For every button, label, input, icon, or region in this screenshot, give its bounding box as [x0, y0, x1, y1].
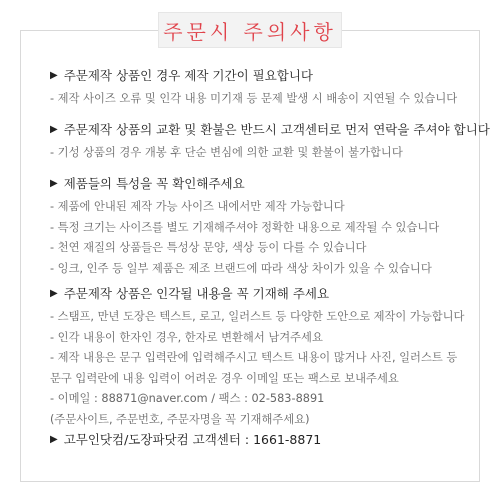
section-heading: 주문제작 상품의 교환 및 환불은 반드시 고객센터로 먼저 연락을 주셔야 합니다 [63, 122, 490, 137]
arrow-right-icon: ▶ [50, 177, 58, 189]
list-item: (주문사이트, 주문번호, 주문자명을 꼭 기재해주세요) [50, 412, 310, 426]
section-engraving-content [50, 284, 464, 430]
section-exchange-refund [50, 120, 490, 164]
section-production-period [50, 66, 457, 110]
section-product-characteristics [50, 174, 439, 279]
section-heading: 제품들의 특성을 꼭 확인해주세요 [63, 176, 245, 191]
section-customer-center [50, 430, 321, 448]
list-item: - 인각 내용이 한자인 경우, 한자로 변환해서 남겨주세요 [50, 330, 323, 344]
list-item: 문구 입력란에 내용 입력이 어려운 경우 이메일 또는 팩스로 보내주세요 [50, 371, 399, 385]
list-item: - 기성 상품의 경우 개봉 후 단순 변심에 의한 교환 및 환불이 불가합니다 [50, 146, 403, 159]
title-box [158, 12, 342, 48]
arrow-right-icon: ▶ [50, 69, 58, 81]
section-heading: 주문제작 상품인 경우 제작 기간이 필요합니다 [63, 68, 313, 83]
list-item: - 잉크, 인주 등 일부 제품은 제조 브랜드에 따라 색상 차이가 있을 수 있습니다 [50, 261, 432, 275]
list-item: - 특정 크기는 사이즈를 별도 기재해주셔야 정확한 내용으로 제작될 수 있습니다 [50, 220, 440, 234]
list-item: - 제작 사이즈 오류 및 인각 내용 미기재 등 문제 발생 시 배송이 지연될 수 있습니다 [50, 92, 458, 105]
arrow-right-icon: ▶ [50, 123, 58, 135]
list-item: - 이메일 : 88871@naver.com / 팩스 : 02-583-8891 [50, 392, 325, 405]
arrow-right-icon: ▶ [50, 433, 58, 445]
list-item: - 제품에 안내된 제작 가능 사이즈 내에서만 제작 가능합니다 [50, 200, 345, 213]
list-item: - 제작 내용은 문구 입력란에 입력해주시고 텍스트 내용이 많거나 사진, 일러스트 등 [50, 351, 458, 364]
section-heading: 주문제작 상품은 인각될 내용을 꼭 기재해 주세요 [63, 286, 330, 301]
list-item: - 천연 재질의 상품들은 특성상 문양, 색상 등이 다를 수 있습니다 [50, 241, 367, 254]
section-heading: 고무인닷컴/도장파닷컴 고객센터 : 1661-8871 [63, 432, 322, 447]
arrow-right-icon: ▶ [50, 287, 58, 299]
page-title: 주문시 주의사항 [163, 19, 337, 44]
list-item: - 스탬프, 만년 도장은 텍스트, 로고, 일러스트 등 다양한 도안으로 제작이 가능합니다 [50, 310, 465, 323]
